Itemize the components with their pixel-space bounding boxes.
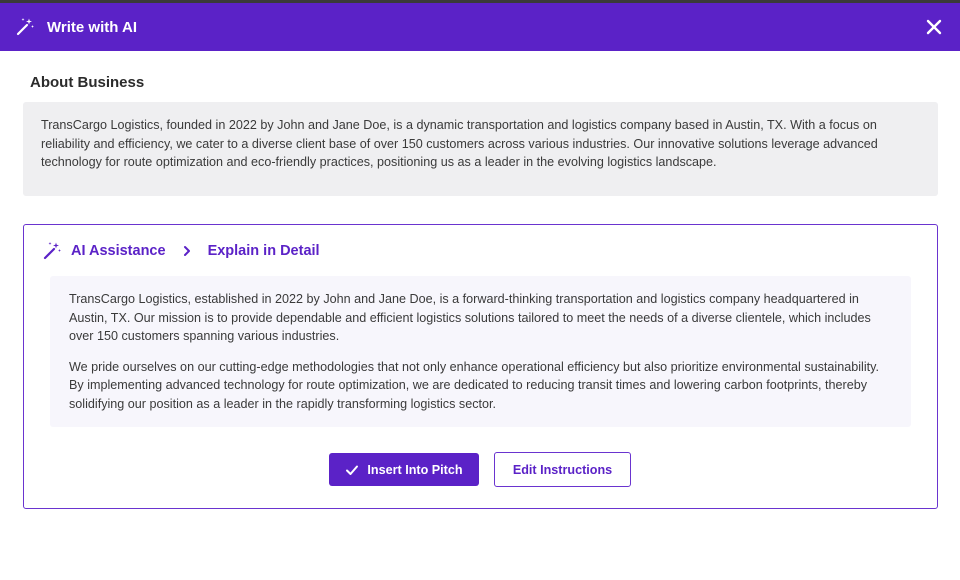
edit-instructions-label: Edit Instructions <box>512 462 613 477</box>
ai-assistance-panel <box>23 224 938 509</box>
action-buttons <box>329 453 631 487</box>
about-business-text: TransCargo Logistics, founded in 2022 by John and Jane Doe, is a dynamic transportation and logistics company based in Austin, TX. With a focus on reliability and efficiency, we cater to a diverse client base of over 150 customers across various industries. Our innovative solutions leverage advanced technology for route optimization and eco-friendly practices, positioning us as a leader in the evolving logistics landscape. <box>23 102 938 196</box>
insert-into-pitch-label: Insert Into Pitch <box>367 462 463 477</box>
ai-generated-text <box>50 276 911 427</box>
ai-paragraph: We pride ourselves on our cutting-edge methodologies that not only enhance operational efficiency but also prioritize environmental sustainability. By implementing advanced technology for route optimization, we are dedicated to reducing transit times and lowering carbon footprints, thereby solidifying our position as a leader in the rapidly transforming logistics sector. <box>69 359 879 411</box>
about-business-heading: About Business <box>30 74 145 91</box>
insert-into-pitch-button[interactable] <box>329 453 479 486</box>
magic-wand-icon <box>14 16 36 38</box>
dialog-title: Write with AI <box>47 18 137 36</box>
breadcrumb-explain-in-detail: Explain in Detail <box>207 243 320 259</box>
edit-instructions-button[interactable] <box>494 452 631 487</box>
magic-wand-icon <box>42 241 62 261</box>
breadcrumb-ai-assistance[interactable]: AI Assistance <box>71 243 166 259</box>
check-icon <box>345 463 359 477</box>
chevron-right-icon <box>179 243 195 259</box>
breadcrumb <box>42 241 320 261</box>
ai-paragraph: TransCargo Logistics, established in 2022 by John and Jane Doe, is a forward-thinking transportation and logistics company headquartered in Austin, TX. Our mission is to provide dependable and efficient logistics solutions tailored to meet the needs of a diverse clientele, which includes over 150 customers spanning various industries. <box>69 292 871 343</box>
close-icon[interactable] <box>924 17 944 37</box>
dialog-header <box>0 3 960 51</box>
